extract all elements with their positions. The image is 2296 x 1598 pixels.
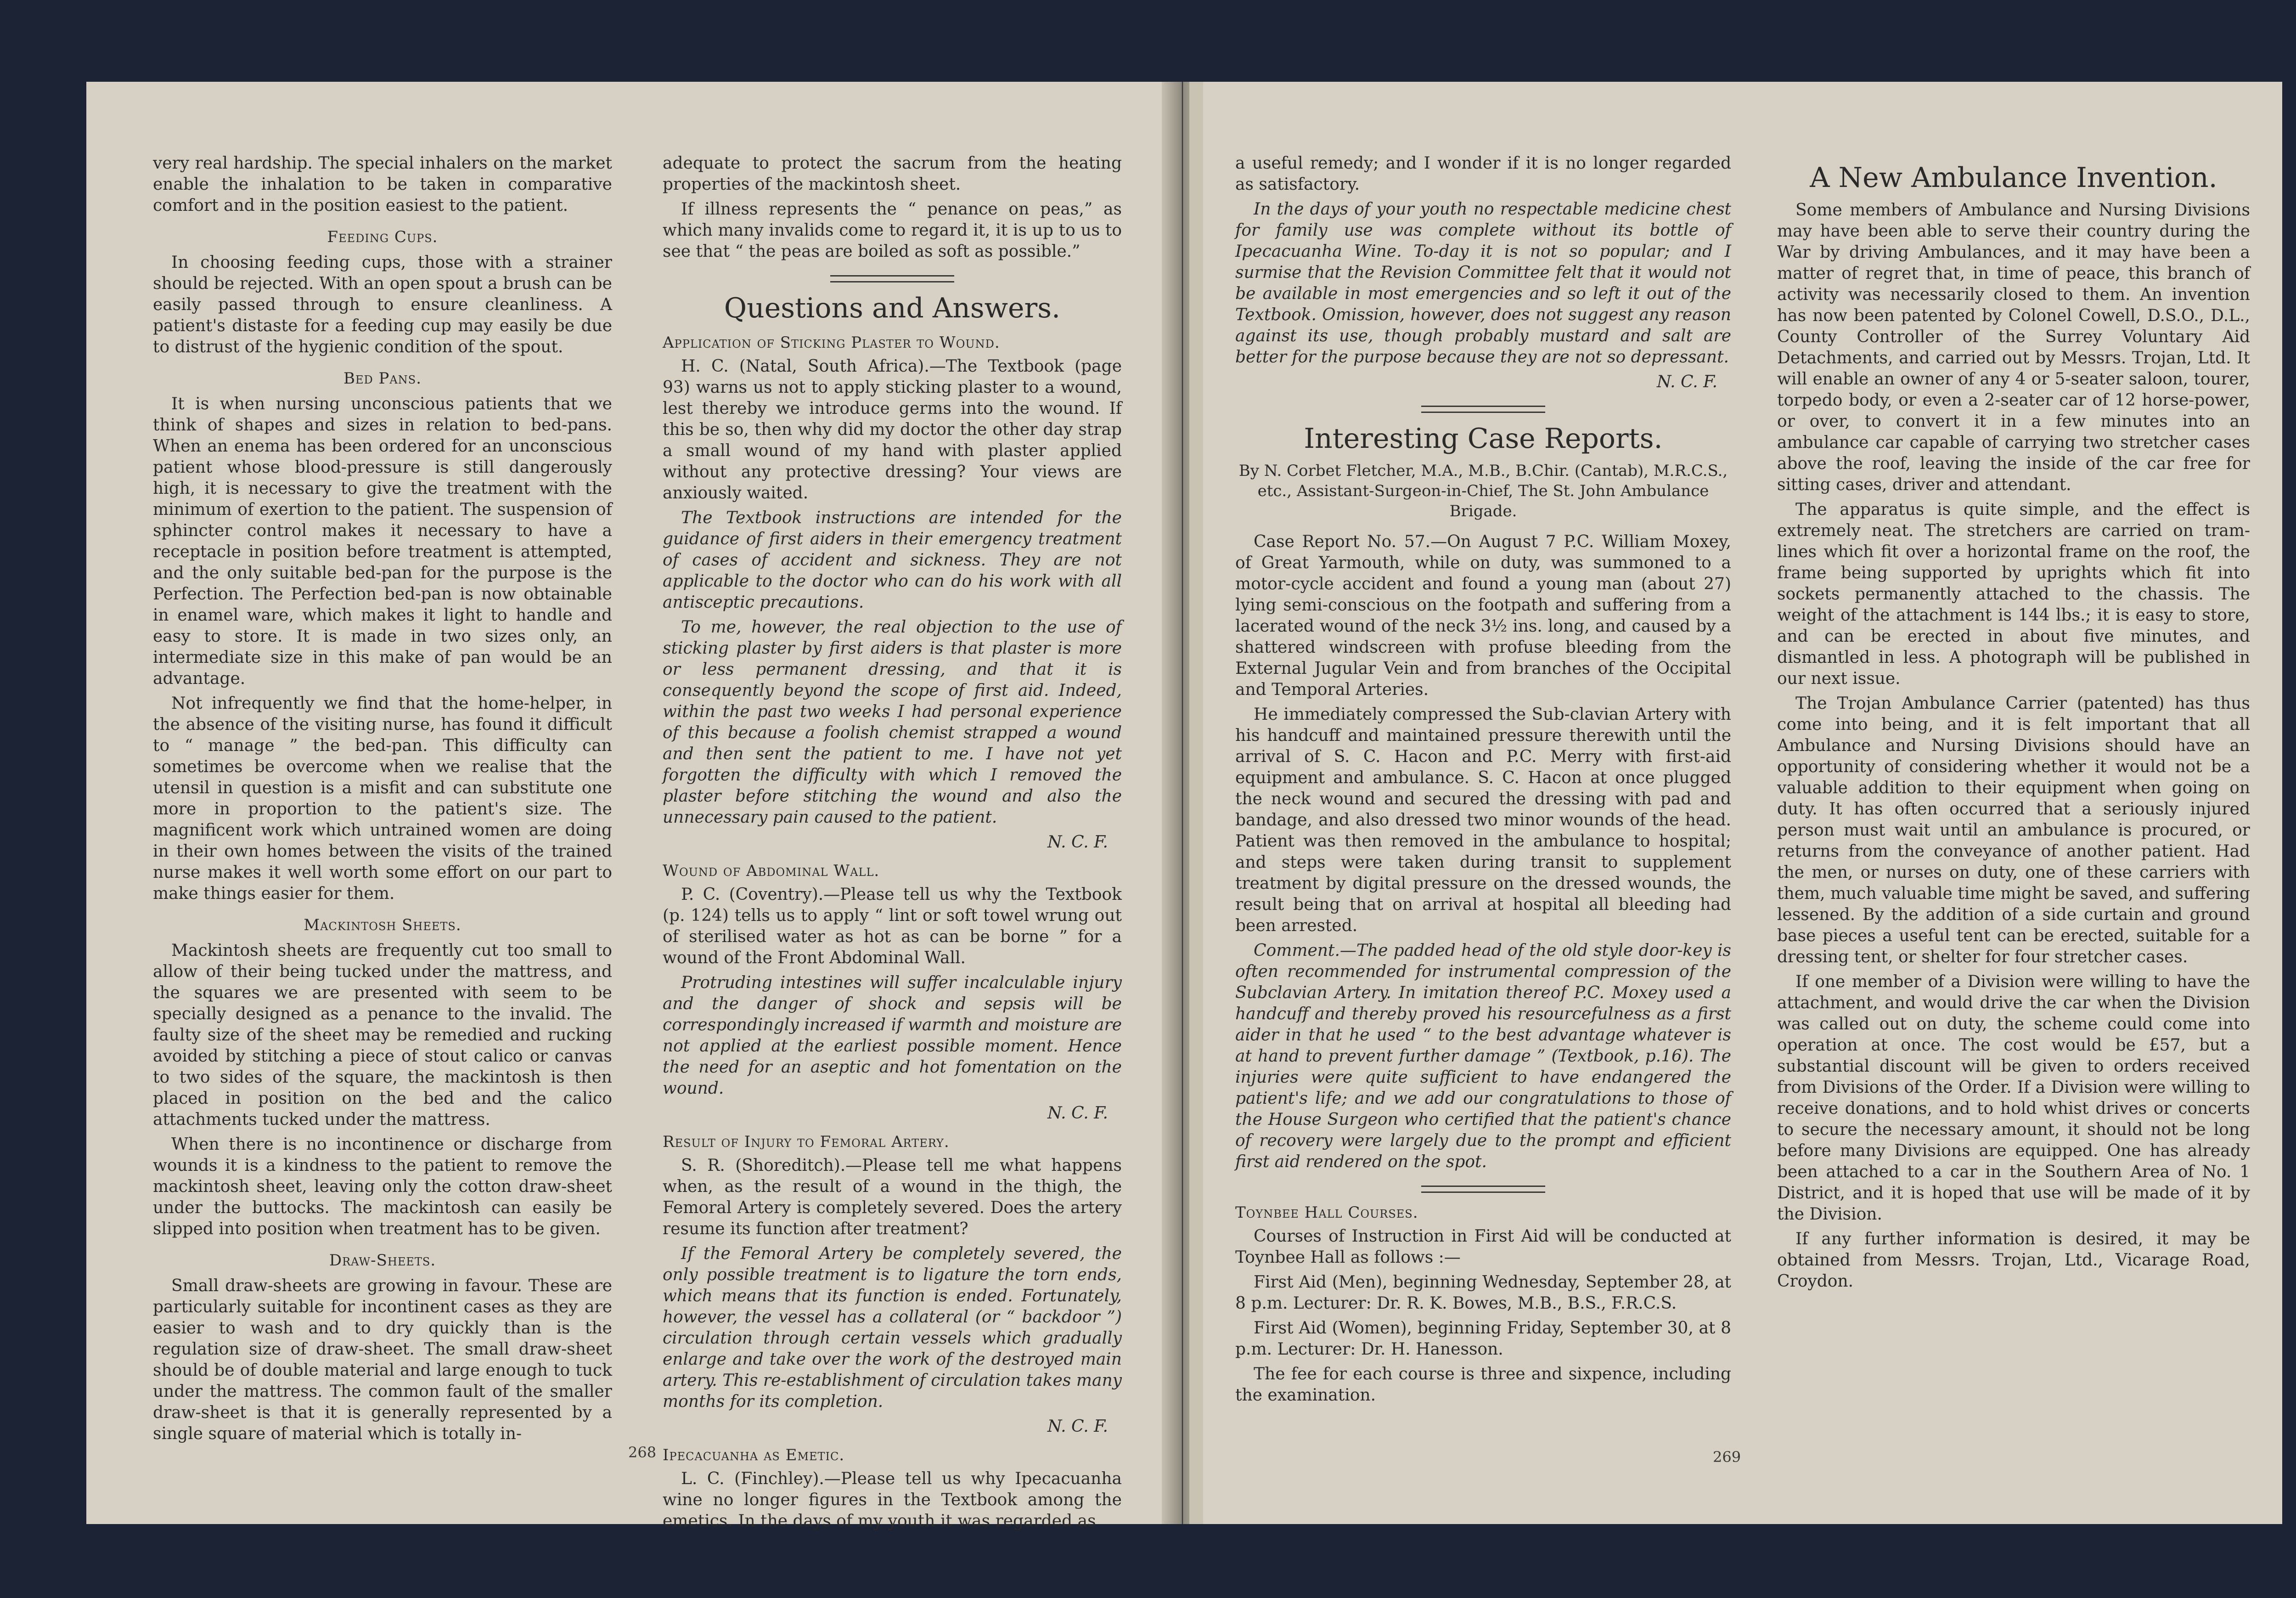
page-number: 269 — [1713, 1448, 1741, 1466]
answer-signature: N. C. F. — [1047, 1104, 1108, 1123]
question-text: L. C. (Finchley).—Please tell us why Ipecacuanha wine no longer figures in the Textbook among the emetics. In the days of my youth it was regarded as — [663, 1469, 1122, 1530]
paragraph: First Aid (Men), beginning Wednesday, September 28, at 8 p.m. Lecturer: Dr. R. K. Bowes, M.B., B.S., F.R.C.S. — [1235, 1273, 1731, 1313]
left-page-column-1 — [153, 153, 612, 1443]
question-heading: Application of Sticking Plaster to Wound. — [663, 333, 1000, 352]
paragraph: First Aid (Women), beginning Friday, September 30, at 8 p.m. Lecturer: Dr. H. Hanesson. — [1235, 1319, 1731, 1359]
answer-signature: N. C. F. — [1047, 833, 1108, 852]
double-rule-divider — [1421, 406, 1545, 413]
answer-text: The Textbook instructions are intended for the guidance of first aiders in their emergency treatment of cases of accident and sickness. They are not applicable to the doctor who can do his work with all antisceptic precautions. — [663, 508, 1122, 612]
paragraph: Mackintosh sheets are frequently cut too small to allow of their being tucked under the mattress, and the squares we are presented with seem to be specially designed as a penance to the invalid. The faulty size of the sheet may be remedied and rucking avoided by stitching a piece of stout calico or canvas to two sides of the square, the mackintosh is then placed in position on the bed and the calico attachments tucked under the mattress. — [153, 941, 612, 1129]
page-number: 268 — [628, 1444, 657, 1461]
paragraph: a useful remedy; and I wonder if it is no longer regarded as satisfactory. — [1235, 154, 1731, 194]
answer-text: Protruding intestines will suffer incalculable injury and the danger of shock and sepsis will be correspondingly increased if warmth and moisture are not applied at the earliest possible moment. Hence the need for an aseptic and hot fomentation on the wound. — [663, 973, 1122, 1098]
article-title: A New Ambulance Invention. — [1810, 162, 2217, 194]
right-page-column-1 — [1235, 153, 1731, 1448]
paragraph: The apparatus is quite simple, and the effect is extremely neat. The stretchers are carried on tram-lines which fit over a horizontal frame on the roof, the frame being supported by uprights which fit into sockets permanently attached to the chassis. The weight of the attachment is 144 lbs.; it is easy to store, and can be erected in about five minutes, and dismantled in less. A photograph will be published in our next issue. — [1777, 500, 2250, 688]
question-heading: Result of Injury to Femoral Artery. — [663, 1133, 950, 1151]
paragraph: very real hardship. The special inhalers on the market enable the inhalation to be taken in comparative comfort and in the position easiest to the patient. — [153, 154, 612, 215]
paragraph: The Trojan Ambulance Carrier (patented) has thus come into being, and it is felt important that all Ambulance and Nursing Divisions should have an opportunity of considering whether it would not be a valuable addition to their equipment when going on duty. It has often occurred that a seriously injured person must wait until an ambulance is procured, or returns from the conveyance of another patient. Had the men, or nurses on duty, one of these carriers with them, much valuable time might be saved, and suffering lessened. By the addition of a side curtain and ground base pieces a useful tent can be erected, suitable for a dressing tent, or shelter for four stretcher cases. — [1777, 694, 2250, 966]
question-text: H. C. (Natal, South Africa).—The Textbook (page 93) warns us not to apply sticking plaster to a wound, lest thereby we introduce germs into the wound. If this be so, then why did my doctor the other day strap a small wound of my hand with plaster applied without any protective dressing? Your views are anxiously waited. — [663, 357, 1122, 503]
answer-text: In the days of your youth no respectable medicine chest for family use was complete without its bottle of Ipecacuanha Wine. To-day it is not so popular; and I surmise that the Revision Committee felt that it would not be available in most emergencies and so left it out of the Textbook. Omission, however, does not suggest any reason against its use, though probably mustard and salt are better for the purpose because they are not so depressant. — [1235, 200, 1731, 367]
paragraph: Case Report No. 57.—On August 7 P.C. William Moxey, of Great Yarmouth, while on duty, was summoned to a motor-cycle accident and found a young man (about 27) lying semi-conscious on the footpath and suffering from a lacerated wound of the neck 3½ ins. long, and caused by a shattered windscreen with profuse bleeding from the External Jugular Vein and from branches of the Occipital and Temporal Arteries. — [1235, 532, 1731, 699]
article-title: Questions and Answers. — [724, 292, 1061, 324]
question-text: P. C. (Coventry).—Please tell us why the Textbook (p. 124) tells us to apply “ lint or soft towel wrung out of sterilised water as hot as can be borne ” for a wound of the Front Abdominal Wall. — [663, 885, 1122, 967]
paragraph: He immediately compressed the Sub-clavian Artery with his handcuff and maintained pressure therewith until the arrival of S. C. Hacon and P.C. Merry with first-aid equipment and ambulance. S. C. Hacon at once plugged the neck wound and secured the dressing with pad and bandage, and also dressed two minor wounds of the head. Patient was then removed in the ambulance to hospital; and steps were taken during transit to supplement treatment by digital pressure on the dressed wounds, the result being that on arrival at hospital all bleeding had been arrested. — [1235, 705, 1731, 935]
section-heading: Feeding Cups. — [327, 228, 438, 246]
paragraph: When there is no incontinence or discharge from wounds it is a kindness to the patient to remove the mackintosh sheet, leaving only the cotton draw-sheet under the buttocks. The mackintosh can easily be slipped into position when treatment has to be given. — [153, 1135, 612, 1238]
answer-signature: N. C. F. — [1656, 373, 1717, 391]
paragraph: In choosing feeding cups, those with a strainer should be rejected. With an open spout a brush can be easily passed through to ensure cleanliness. A patient's distaste for a feeding cup may easily be due to distrust of the hygienic condition of the spout. — [153, 253, 612, 356]
paragraph: The fee for each course is three and sixpence, including the examination. — [1235, 1365, 1731, 1405]
right-page — [1189, 82, 2282, 1524]
left-page — [86, 82, 1177, 1530]
section-heading: Draw-Sheets. — [329, 1251, 436, 1270]
question-text: S. R. (Shoreditch).—Please tell me what happens when, as the result of a wound in the thigh, the Femoral Artery is completely severed. Does the artery resume its function after treatment? — [663, 1156, 1122, 1238]
paragraph: adequate to protect the sacrum from the heating properties of the mackintosh sheet. — [663, 154, 1122, 194]
paragraph: It is when nursing unconscious patients that we think of shapes and sizes in relation to bed-pans. When an enema has been ordered for an unconscious patient whose blood-pressure is still dangerously high, it is necessary to give the treatment with the minimum of exertion to the patient. The suspension of sphincter control makes it necessary to have a receptacle in position before treatment is attempted, and the only suitable bed-pan for the purpose is the Perfection. The Perfection bed-pan is now obtainable in enamel ware, which makes it light to handle and easy to store. It is made in two sizes only, an intermediate size in this make of pan would be an advantage. — [153, 395, 612, 688]
paragraph: If any further information is desired, it may be obtained from Messrs. Trojan, Ltd., Vicarage Road, Croydon. — [1777, 1230, 2250, 1291]
paragraph: Small draw-sheets are growing in favour. These are particularly suitable for incontinent cases as they are easier to wash and to dry quickly than is the regulation size of draw-sheet. The small draw-sheet should be of double material and large enough to tuck under the mattress. The common fault of the smaller draw-sheet is that it is generally represented by a single square of material which is totally in- — [153, 1276, 612, 1443]
double-rule-divider — [1421, 1186, 1545, 1193]
answer-text: To me, however, the real objection to the use of sticking plaster by first aiders is that plaster is more or less permanent dressing, and that it is consequently beyond the scope of first aid. Indeed, within the past two weeks I had personal experience of this because a foolish chemist strapped a wound and then sent the patient to me. I have not yet forgotten the difficulty with which I removed the plaster before stitching the wound and also the unnecessary pain caused to the patient. — [663, 618, 1122, 827]
byline: By N. Corbet Fletcher, M.A., M.B., B.Chir. (Cantab), M.R.C.S., etc., Assistant-Surgeon-in-Chief, The St. John Ambulance Brigade. — [1238, 462, 1728, 520]
question-heading: Ipecacuanha as Emetic. — [663, 1446, 845, 1464]
paragraph: Some members of Ambulance and Nursing Divisions may have been able to serve their country during the War by driving Ambulances, and it may have been a matter of regret that, in time of peace, this branch of activity was necessarily closed to them. An invention has now been patented by Colonel Cowell, D.S.O., D.L., County Controller of the Surrey Voluntary Aid Detachments, and carried out by Messrs. Trojan, Ltd. It will enable an owner of any 4 or 5-seater saloon, tourer, torpedo body, or even a 2-seater car of 12 horse-power, or over, to convert it in a few minutes into an ambulance car capable of carrying two stretcher cases above the roof, leaving the inside of the car free for sitting cases, driver and attendant. — [1777, 201, 2250, 494]
paragraph: Courses of Instruction in First Aid will be conducted at Toynbee Hall as follows :— — [1235, 1227, 1731, 1267]
answer-text: If the Femoral Artery be completely severed, the only possible treatment is to ligature the torn ends, which means that its function is ended. Fortunately, however, the vessel has a collateral (or “ backdoor ”) circulation through certain vessels which gradually enlarge and take over the work of the destroyed main artery. This re-establishment of circulation takes many months for its completion. — [663, 1244, 1122, 1411]
paragraph: Not infrequently we find that the home-helper, in the absence of the visiting nurse, has found it difficult to “ manage ” the bed-pan. This difficulty can sometimes be overcome when we realise that the utensil in question is a misfit and can substitute one more in proportion to the patient's size. The magnificent work which untrained women are doing in their own homes between the visits of the trained nurse makes it well worth some effort on our part to make things easier for them. — [153, 694, 612, 903]
double-rule-divider — [830, 275, 954, 282]
left-page-column-2 — [663, 153, 1122, 1530]
right-page-column-2 — [1777, 153, 2250, 1448]
section-heading: Mackintosh Sheets. — [304, 916, 461, 934]
paragraph: If illness represents the “ penance on peas,” as which many invalids come to regard it, it is up to us to see that “ the peas are boiled as soft as possible.” — [663, 200, 1122, 261]
answer-signature: N. C. F. — [1047, 1417, 1108, 1436]
comment-text: Comment.—The padded head of the old style door-key is often recommended for instrumental compression of the Subclavian Artery. In imitation thereof P.C. Moxey used a handcuff and thereby proved his resourcefulness as a first aider in that he used “ to the best advantage whatever is at hand to prevent further damage ” (Textbook, p.16). The injuries were quite sufficient to have endangered the patient's life; and we add our congratulations to those of the House Surgeon who certified that the patient's chance of recovery were largely due to the prompt and efficient first aid rendered on the spot. — [1235, 941, 1731, 1171]
article-title: Interesting Case Reports. — [1304, 423, 1663, 455]
section-heading: Toynbee Hall Courses. — [1235, 1203, 1418, 1222]
paragraph: If one member of a Division were willing to have the attachment, and would drive the car when the Division was called out on duty, the scheme could come into operation at once. The cost would be £57, but a substantial discount will be given to orders received from Divisions of the Order. If a Division were willing to receive donations, and to hold whist drives or concerts to secure the necessary amount, it should not be long before many Divisions are equipped. One has already been attached to a car in the Southern Area of No. 1 District, and it is hoped that use will be made of it by the Division. — [1777, 972, 2250, 1224]
question-heading: Wound of Abdominal Wall. — [663, 862, 880, 880]
section-heading: Bed Pans. — [343, 369, 422, 388]
